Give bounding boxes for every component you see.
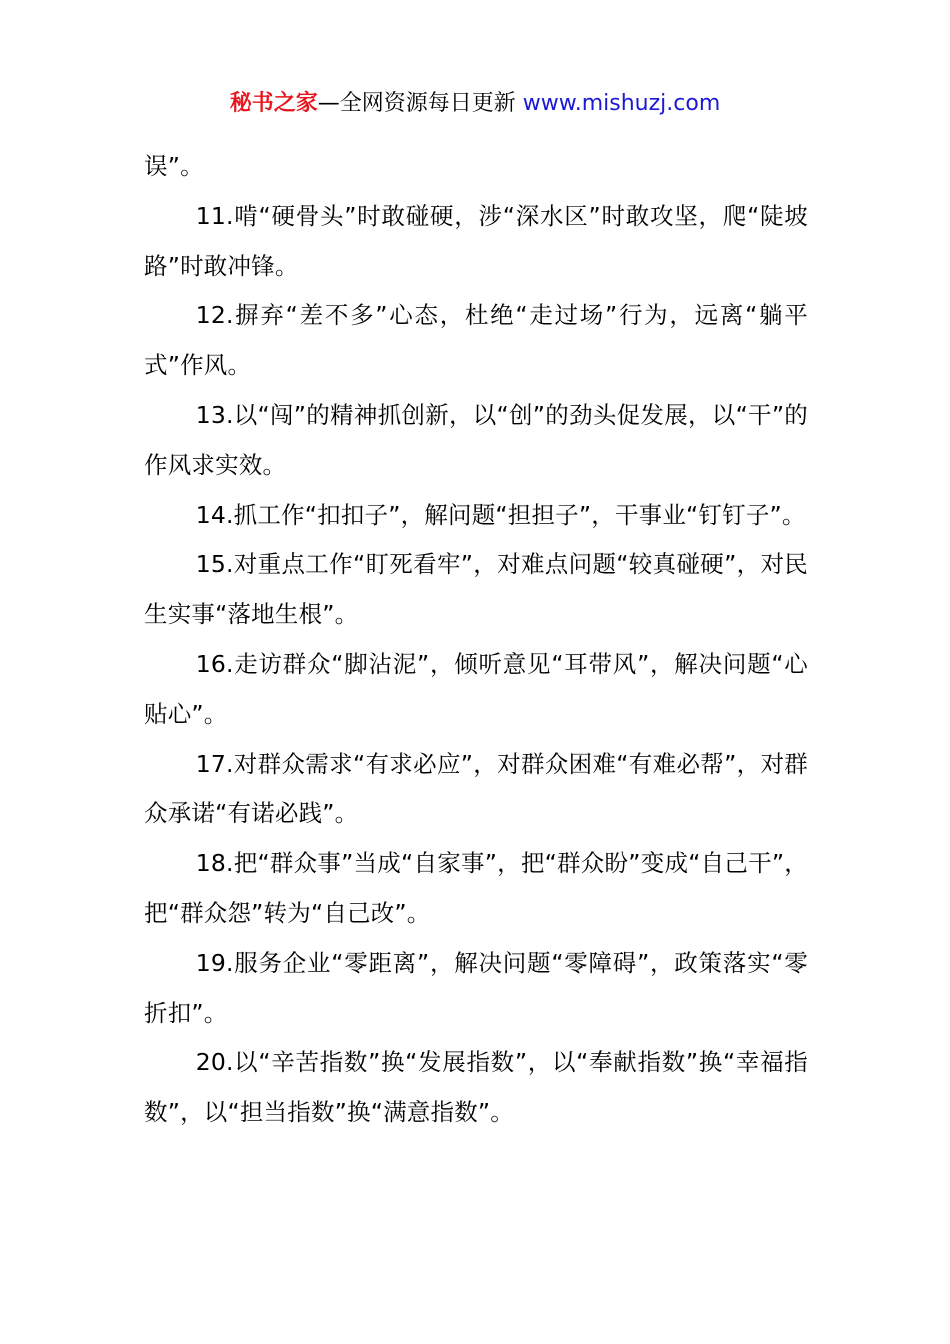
list-item-17: 17.对群众需求“有求必应”，对群众困难“有难必帮”，对群众承诺“有诺必践”。 bbox=[144, 749, 808, 828]
document-body bbox=[144, 142, 808, 1138]
list-item-20: 20.以“辛苦指数”换“发展指数”，以“奉献指数”换“幸福指数”，以“担当指数”换“满意指数”。 bbox=[144, 1048, 808, 1127]
page-header bbox=[0, 86, 950, 122]
header-tagline: —全网资源每日更新 bbox=[317, 91, 523, 116]
list-item-16: 16.走访群众“脚沾泥”，倾听意见“耳带风”，解决问题“心贴心”。 bbox=[144, 649, 808, 728]
list-item-18: 18.把“群众事”当成“自家事”，把“群众盼”变成“自己干”，把“群众怨”转为“自己改”。 bbox=[144, 849, 808, 927]
list-item-12: 12.摒弃“差不多”心态，杜绝“走过场”行为，远离“躺平式”作风。 bbox=[144, 301, 808, 380]
brand-name: 秘书之家 bbox=[229, 91, 318, 116]
list-item-11: 11.啃“硬骨头”时敢碰硬，涉“深水区”时敢攻坚，爬“陡坡路”时敢冲锋。 bbox=[144, 201, 808, 280]
list-item-13: 13.以“闯”的精神抓创新，以“创”的劲头促发展，以“干”的作风求实效。 bbox=[144, 400, 808, 479]
continued-paragraph: 误”。 bbox=[144, 152, 204, 180]
list-item-19: 19.服务企业“零距离”，解决问题“零障碍”，政策落实“零折扣”。 bbox=[144, 948, 808, 1027]
site-url-link[interactable]: www.mishuzj.com bbox=[522, 91, 721, 116]
list-item-14: 14.抓工作“扣扣子”，解问题“担担子”，干事业“钉钉子”。 bbox=[195, 500, 806, 529]
list-item-15: 15.对重点工作“盯死看牢”，对难点问题“较真碰硬”，对民生实事“落地生根”。 bbox=[144, 550, 808, 629]
